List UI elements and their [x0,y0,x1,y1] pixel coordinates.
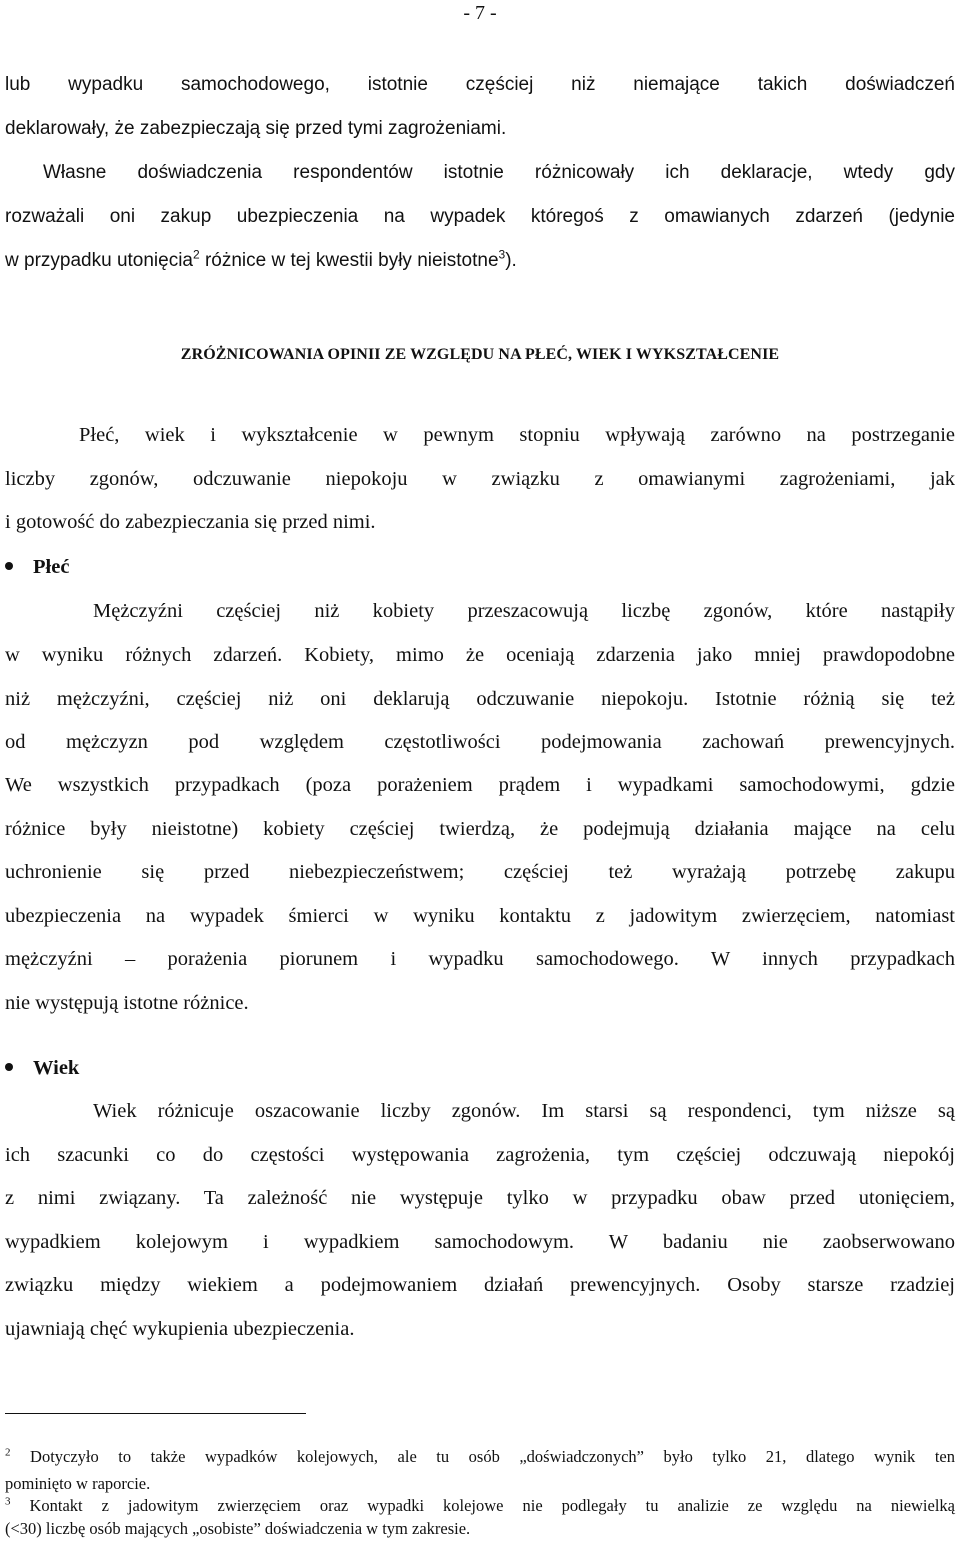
plec-line-5: We wszystkich przypadkach (poza porażeniem prądem i wypadkami samochodowymi, gdzie [5,774,955,796]
bullet-plec [5,556,69,579]
footnote-ref-2[interactable]: 2 [193,247,200,262]
section-heading: ZRÓŻNICOWANIA OPINII ZE WZGLĘDU NA PŁEĆ, WIEK I WYKSZTAŁCENIE [180,346,780,363]
bullet-icon [5,1063,13,1071]
plec-line-10: nie występują istotne różnice. [5,992,249,1014]
footnote-2-line-2: pominięto w raporcie. [5,1474,151,1493]
bullet-plec-title: Płeć [33,556,70,578]
footnote-3-mark: 3 [5,1495,11,1508]
wiek-line-6: ujawniają chęć wykupienia ubezpieczenia. [5,1318,355,1340]
plec-line-9: mężczyźni – porażenia piorunem i wypadku samochodowego. W innych przypadkach [5,948,955,970]
page-number: - 7 - [463,2,497,24]
footnote-rule [5,1413,306,1414]
section-intro-line-2: liczby zgonów, odczuwanie niepokoju w związku z omawianymi zagrożeniami, jak [5,468,955,490]
footnote-3-line-2: (<30) liczbę osób mających „osobiste” doświadczenia w tym zakresie. [5,1519,471,1538]
plec-line-3: niż mężczyźni, częściej niż oni deklarują odczuwanie niepokoju. Istotnie różnią się też [5,688,955,710]
plec-line-1: Mężczyźni częściej niż kobiety przeszacowują liczbę zgonów, które nastąpiły [93,600,955,622]
footnote-2-mark: 2 [5,1446,11,1459]
section-intro-line-1: Płeć, wiek i wykształcenie w pewnym stopniu wpływają zarówno na postrzeganie [79,424,955,446]
intro-line-5 [5,247,955,272]
wiek-line-5: związku między wiekiem a podejmowaniem działań prewencyjnych. Osoby starsze rzadziej [5,1274,955,1296]
footnote-ref-3[interactable]: 3 [498,247,506,262]
bullet-wiek [5,1057,79,1080]
wiek-line-3: z nimi związany. Ta zależność nie występuje tylko w przypadku obaw przed utonięciem, [5,1187,955,1209]
intro-line-4: rozważali oni zakup ubezpieczenia na wypadek któregoś z omawianych zdarzeń (jedynie [5,206,955,227]
wiek-line-2: ich szacunki co do częstości występowania zagrożenia, tym częściej odczuwają niepokój [5,1144,955,1166]
section-intro-line-3: i gotowość do zabezpieczania się przed nimi. [5,511,376,533]
bullet-icon [5,562,13,570]
plec-line-8: ubezpieczenia na wypadek śmierci w wyniku kontaktu z jadowitym zwierzęciem, natomiast [5,905,955,927]
intro-line-2: deklarowały, że zabezpieczają się przed tymi zagrożeniami. [5,118,507,139]
plec-line-4: od mężczyzn pod względem częstotliwości podejmowania zachowań prewencyjnych. [5,731,955,753]
intro-line-3: Własne doświadczenia respondentów istotnie różnicowały ich deklaracje, wtedy gdy [43,162,955,183]
intro-line-5-a: w przypadku utonięcia [5,250,193,271]
wiek-line-1: Wiek różnicuje oszacowanie liczby zgonów. Im starsi są respondenci, tym niższe są [93,1100,955,1122]
intro-line-5-b: różnice w tej kwestii były nieistotne [199,250,499,271]
plec-line-7: uchronienie się przed niebezpieczeństwem; częściej też wyrażają potrzebę zakupu [5,861,955,883]
intro-line-5-c: ). [505,250,517,271]
bullet-wiek-title: Wiek [33,1057,80,1079]
intro-line-1: lub wypadku samochodowego, istotnie częściej niż niemające takich doświadczeń [5,74,955,95]
plec-line-6: różnice były nieistotne) kobiety częściej twierdzą, że podejmują działania mające na celu [5,818,955,840]
plec-line-2: w wyniku różnych zdarzeń. Kobiety, mimo że oceniają zdarzenia jako mniej prawdopodobne [5,644,955,666]
footnote-3-text: Kontakt z jadowitym zwierzęciem oraz wypadki kolejowe nie podlegały tu analizie ze względu na niewielką [10,1496,955,1515]
wiek-line-4: wypadkiem kolejowym i wypadkiem samochodowym. W badaniu nie zaobserwowano [5,1231,955,1253]
footnote-2-text: Dotyczyło to także wypadków kolejowych, ale tu osób „doświadczonych” było tylko 21, dlatego wynik ten [10,1447,955,1466]
footnote-3-line-1 [5,1496,955,1516]
footnote-2-line-1 [5,1447,955,1467]
